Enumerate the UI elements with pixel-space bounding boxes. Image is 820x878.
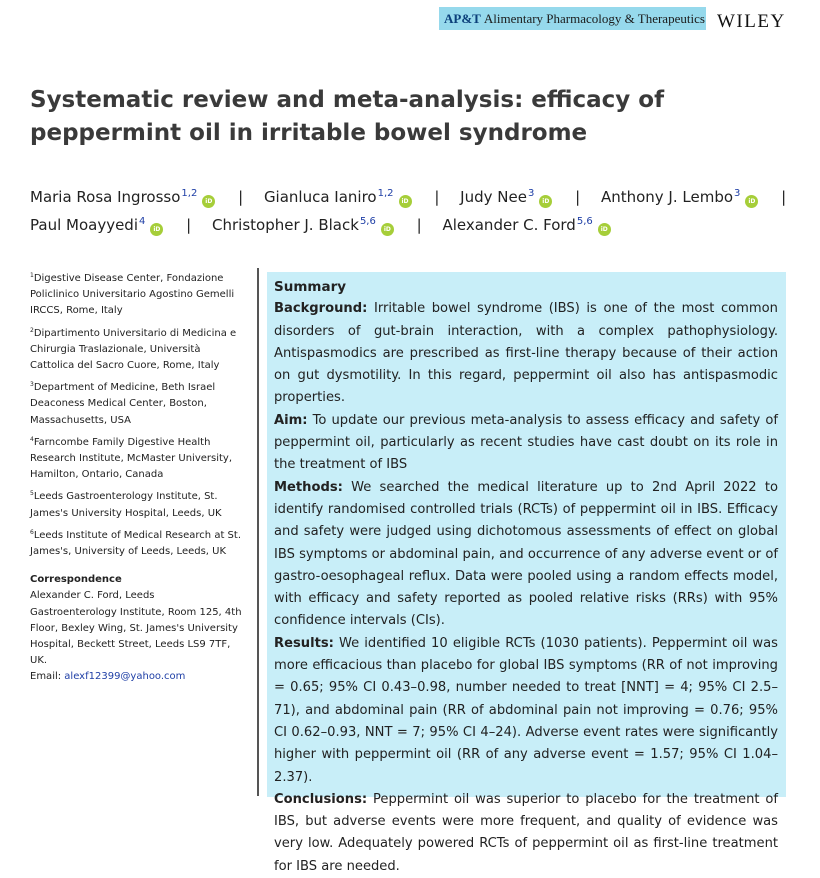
orcid-icon[interactable]: iD: [745, 195, 758, 208]
article-title: Systematic review and meta-analysis: efficacy of peppermint oil in irritable bowel syndrome: [30, 87, 665, 146]
email-label: Email:: [30, 671, 65, 683]
author-affiliation-ref: 5,6: [359, 216, 376, 227]
author-affiliation-ref: 3: [527, 188, 535, 199]
author-row-1: [30, 182, 802, 209]
results-label: Results:: [274, 635, 334, 651]
author-separator: |: [575, 188, 581, 206]
author-separator: |: [781, 188, 787, 206]
affiliation-text: Leeds Institute of Medical Research at St. James's, University of Leeds, Leeds, UK: [30, 529, 242, 558]
orcid-icon[interactable]: iD: [598, 223, 611, 236]
author-name: Gianluca Ianiro: [263, 188, 377, 206]
affiliation-number: 2: [30, 326, 34, 334]
summary-heading: Summary: [274, 279, 347, 295]
conclusions-label: Conclusions:: [274, 791, 368, 807]
affiliation: [30, 268, 244, 320]
orcid-icon[interactable]: iD: [539, 195, 552, 208]
results-text: We identified 10 eligible RCTs (1030 patients). Peppermint oil was more efficacious than placebo for global IBS symptoms (RR of not improving = 0.65; 95% CI 0.43–0.98, number needed to treat [NNT] = 4; 95% CI 2.5–71), and abdominal pain (RR of abdominal pain not improving = 0.76; 95% CI 0.62–0.93, NNT = 7; 95% CI 4–24). Adverse event rates were significantly higher with peppermint oil (RR of any adverse event = 1.57; 95% CI 1.04–2.37).: [274, 635, 778, 785]
background-label: Background:: [274, 301, 368, 317]
author[interactable]: [212, 210, 394, 237]
affiliation-number: 5: [30, 490, 34, 498]
summary-methods: [274, 477, 778, 633]
author-affiliation-ref: 1,2: [377, 188, 394, 199]
correspondence-email-line: [30, 669, 244, 685]
journal-name: Alimentary Pharmacology & Therapeutics: [483, 11, 705, 26]
author[interactable]: [460, 182, 552, 209]
affiliation-text: Leeds Gastroenterology Institute, St. James's University Hospital, Leeds, UK: [30, 491, 222, 519]
author-affiliation-ref: 1,2: [181, 188, 198, 199]
journal-abbr: AP&T: [444, 11, 481, 26]
author-name: Paul Moayyedi: [30, 216, 138, 234]
publisher-logo: WILEY: [717, 11, 786, 32]
author-name: Alexander C. Ford: [442, 216, 576, 234]
summary-background: [274, 298, 778, 409]
correspondence-heading: Correspondence: [30, 574, 122, 586]
summary-aim: [274, 410, 778, 477]
aim-label: Aim:: [274, 412, 308, 428]
background-text: Irritable bowel syndrome (IBS) is one of the most common disorders of gut-brain interaction, with a complex pathophysiology. Antispasmodics are prescribed as first-line therapy because of their action on gut dysmotility. In this regard, peppermint oil also has antispasmodic properties.: [274, 301, 778, 406]
summary-box: [267, 272, 786, 874]
author-row-2: [30, 210, 611, 237]
journal-badge: [439, 7, 706, 30]
author-affiliation-ref: 3: [734, 188, 741, 199]
author-name: Judy Nee: [460, 188, 527, 206]
author-separator: |: [434, 188, 440, 206]
affiliation: [30, 323, 244, 375]
orcid-icon[interactable]: iD: [381, 223, 394, 236]
affiliation-number: 4: [30, 435, 34, 443]
author-separator: |: [186, 216, 192, 234]
author-affiliation-ref: 4: [139, 216, 146, 227]
affiliation-text: Farncombe Family Digestive Health Research Institute, McMaster University, Hamilton, Ontario, Canada: [30, 436, 233, 481]
affiliation-text: Digestive Disease Center, Fondazione Policlinico Universitario Agostino Gemelli IRCCS, Rome, Italy: [30, 273, 235, 317]
methods-label: Methods:: [274, 479, 343, 495]
summary-results: [274, 633, 778, 789]
author-separator: |: [238, 188, 244, 206]
author-name: Maria Rosa Ingrosso: [30, 188, 181, 206]
affiliation-number: 6: [30, 528, 34, 536]
affiliations-panel: [30, 268, 244, 686]
orcid-icon[interactable]: iD: [202, 195, 215, 208]
author[interactable]: [442, 210, 610, 237]
affiliation-number: 1: [30, 272, 34, 279]
aim-text: To update our previous meta-analysis to assess efficacy and safety of peppermint oil, particularly as recent studies have cast doubt on its role in the treatment of IBS: [274, 412, 778, 473]
affiliation-text: Dipartimento Universitario di Medicina e Chirurgia Traslazionale, Università Cattolica del Sacro Cuore, Rome, Italy: [30, 327, 237, 372]
affiliation: [30, 432, 244, 484]
author[interactable]: [601, 182, 758, 209]
author-affiliation-ref: 5,6: [576, 216, 593, 227]
orcid-icon[interactable]: iD: [150, 223, 163, 236]
email-link[interactable]: alexf12399@yahoo.com: [64, 671, 186, 683]
methods-text: We searched the medical literature up to 2nd April 2022 to identify randomised controlled trials (RCTs) of peppermint oil in IBS. Efficacy and safety were judged using dichotomous assessments of effect on global IBS symptoms or abdominal pain, and occurrence of any adverse event or of gastro-oesophageal reflux. Data were pooled using a random effects model, with efficacy and safety reported as pooled relative risks (RRs) with 95% confidence intervals (CIs).: [274, 479, 778, 629]
affiliation: [30, 377, 244, 429]
author-name: Anthony J. Lembo: [600, 188, 734, 206]
author-separator: |: [416, 216, 422, 234]
author[interactable]: [30, 210, 163, 237]
summary-divider: [257, 268, 259, 796]
correspondence-text: Alexander C. Ford, Leeds Gastroenterology Institute, Room 125, 4th Floor, Bexley Wing, St. James's University Hospital, Beckett Street, Leeds LS9 7TF, UK.: [30, 590, 242, 667]
conclusions-text: Peppermint oil was superior to placebo for the treatment of IBS, but adverse events were more frequent, and quality of evidence was very low. Adequately powered RCTs of peppermint oil as first-line treatment for IBS are needed.: [274, 791, 778, 874]
affiliation: [30, 525, 244, 560]
author[interactable]: [264, 182, 412, 209]
orcid-icon[interactable]: iD: [399, 195, 412, 208]
affiliation-text: Department of Medicine, Beth Israel Deaconess Medical Center, Boston, Massachusetts, USA: [30, 382, 216, 426]
affiliation: [30, 486, 244, 521]
affiliation-number: 3: [30, 381, 34, 389]
author-name: Christopher J. Black: [212, 216, 359, 234]
author[interactable]: [30, 182, 215, 209]
summary-conclusions: [274, 789, 778, 878]
